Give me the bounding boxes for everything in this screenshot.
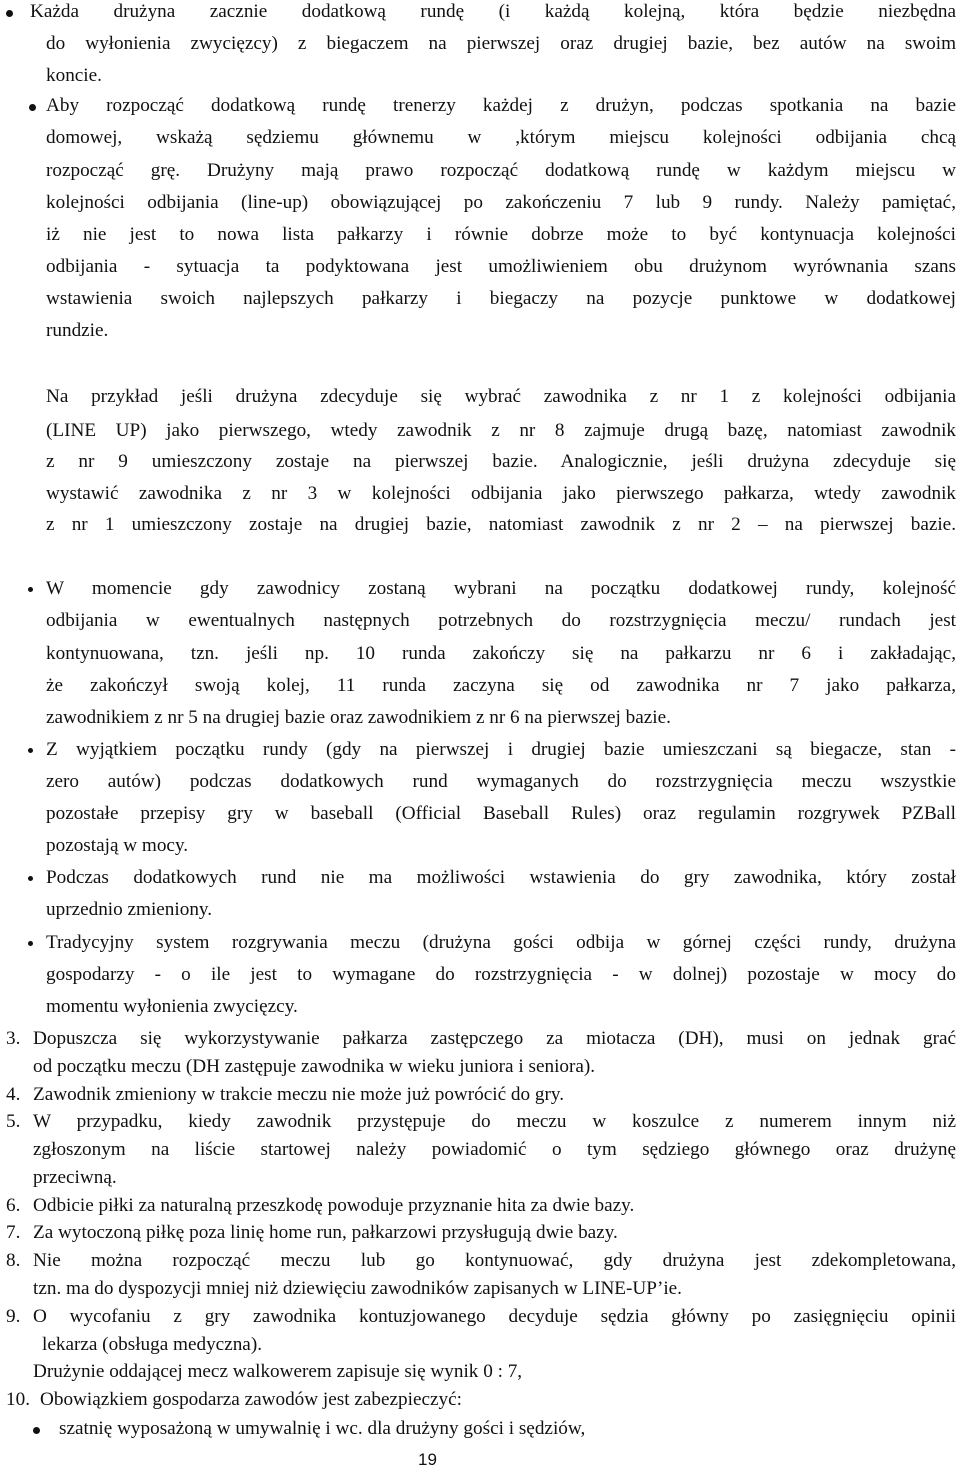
text-line: przeciwną.	[33, 1167, 117, 1188]
text-line: Drużynie oddającej mecz walkowerem zapisuje się wynik 0 : 7,	[33, 1361, 523, 1382]
text-line: Odbicie piłki za naturalną przeszkodę powoduje przyznanie hita za dwie bazy.	[33, 1195, 635, 1216]
list-number: 6.	[6, 1195, 21, 1216]
text-line: lekarza (obsługa medyczna).	[42, 1334, 263, 1355]
list-number: 4.	[6, 1084, 21, 1105]
list-number: 7.	[6, 1222, 21, 1243]
text-line: Nie można rozpocząć meczu lub go kontynuować, gdy drużyna jest zdekompletowana,	[33, 1250, 956, 1271]
text-line: Zawodnik zmieniony w trakcie meczu nie może już powrócić do gry.	[33, 1084, 565, 1105]
text-line: od początku meczu (DH zastępuje zawodnika w wieku juniora i seniora).	[33, 1056, 596, 1077]
text-line: Obowiązkiem gospodarza zawodów jest zabezpieczyć:	[40, 1389, 462, 1410]
text-line: pozostają w mocy.	[46, 835, 189, 856]
text-line: (LINE UP) jako pierwszego, wtedy zawodnik z nr 8 zajmuje drugą bazę, natomiast zawodnik	[46, 420, 956, 441]
text-line: kolejności odbijania (line-up) obowiązującej po zakończeniu 7 lub 9 rundy. Należy pamiętać,	[46, 192, 956, 213]
text-line: momentu wyłonienia zwycięzcy.	[46, 996, 298, 1017]
bullet-dot-icon	[28, 748, 33, 753]
text-line: że zakończył swoją kolej, 11 runda zaczyna się od zawodnika nr 7 jako pałkarza,	[46, 675, 956, 696]
text-line: Na przykład jeśli drużyna zdecyduje się wybrać zawodnika z nr 1 z kolejności odbijania	[46, 386, 956, 407]
text-line: Dopuszcza się wykorzystywanie pałkarza zastępczego za miotacza (DH), musi on jednak grać	[33, 1028, 956, 1049]
page-number: 19	[418, 1450, 437, 1469]
text-line: domowej, wskażą sędziemu głównemu w ,którym miejscu kolejności odbijania chcą	[46, 127, 956, 148]
list-number: 9.	[6, 1306, 21, 1327]
text-line: odbijania w ewentualnych następnych potrzebnych do rozstrzygnięcia meczu/ rundach jest	[46, 610, 956, 631]
text-line: gospodarzy - o ile jest to wymagane do rozstrzygnięcia - w dolnej) pozostaje w mocy do	[46, 964, 956, 985]
text-line: z nr 9 umieszczony zostaje na pierwszej bazie. Analogicznie, jeśli drużyna zdecyduje się	[46, 451, 956, 472]
text-line: wstawienia swoich najlepszych pałkarzy i biegaczy na pozycje punktowe w dodatkowej	[46, 288, 956, 309]
text-line: tzn. ma do dyspozycji mniej niż dziewięciu zawodników zapisanych w LINE-UP’ie.	[33, 1278, 682, 1299]
text-line: szatnię wyposażoną w umywalnię i wc. dla drużyny gości i sędziów,	[59, 1418, 586, 1439]
text-line: pozostałe przepisy gry w baseball (Official Baseball Rules) oraz regulamin rozgrywek PZBall	[46, 803, 956, 824]
list-number: 10.	[6, 1389, 30, 1410]
text-line: Tradycyjny system rozgrywania meczu (drużyna gości odbija w górnej części rundy, drużyna	[46, 932, 956, 953]
bullet-dot-icon	[28, 587, 33, 592]
bullet-dot-icon	[33, 1427, 40, 1434]
bullet-dot-icon	[28, 876, 33, 881]
bullet-dot-icon	[28, 941, 33, 946]
text-line: rundzie.	[46, 320, 109, 341]
text-line: iż nie jest to nowa lista pałkarzy i równie dobrze może to być kontynuacja kolejności	[46, 224, 956, 245]
text-line: Każda drużyna zacznie dodatkową rundę (i każdą kolejną, która będzie niezbędna	[30, 1, 956, 22]
text-line: do wyłonienia zwycięzcy) z biegaczem na pierwszej oraz drugiej bazie, bez autów na swoim	[46, 33, 956, 54]
text-line: zero autów) podczas dodatkowych rund wymaganych do rozstrzygnięcia meczu wszystkie	[46, 771, 956, 792]
text-line: Z wyjątkiem początku rundy (gdy na pierwszej i drugiej bazie umieszczani są biegacze, stan -	[46, 739, 956, 760]
text-line: uprzednio zmieniony.	[46, 899, 213, 920]
text-line: odbijania - sytuacja ta podyktowana jest umożliwieniem obu drużynom wyrównania szans	[46, 256, 956, 277]
text-line: zawodnikiem z nr 5 na drugiej bazie oraz zawodnikiem z nr 6 na pierwszej bazie.	[46, 707, 671, 728]
text-line: W przypadku, kiedy zawodnik przystępuje do meczu w koszulce z numerem innym niż	[33, 1111, 956, 1132]
bullet-dot-icon	[6, 10, 13, 17]
list-number: 5.	[6, 1111, 21, 1132]
text-line: wystawić zawodnika z nr 3 w kolejności odbijania jako pierwszego pałkarza, wtedy zawodnik	[46, 483, 956, 504]
text-line: O wycofaniu z gry zawodnika kontuzjowanego decyduje sędzia główny po zasięgnięciu opinii	[33, 1306, 956, 1327]
text-line: Podczas dodatkowych rund nie ma możliwości wstawienia do gry zawodnika, który został	[46, 867, 956, 888]
text-line: zgłoszonym na liście startowej należy powiadomić o tym sędziego głównego oraz drużynę	[33, 1139, 956, 1160]
text-line: Aby rozpocząć dodatkową rundę trenerzy każdej z drużyn, podczas spotkania na bazie	[46, 95, 956, 116]
text-line: kontynuowana, tzn. jeśli np. 10 runda zakończy się na pałkarzu nr 6 i zakładając,	[46, 643, 956, 664]
list-number: 8.	[6, 1250, 21, 1271]
text-line: W momencie gdy zawodnicy zostaną wybrani na początku dodatkowej rundy, kolejność	[46, 578, 956, 599]
text-line: z nr 1 umieszczony zostaje na drugiej bazie, natomiast zawodnik z nr 2 – na pierwszej bazie.	[46, 514, 956, 535]
list-number: 3.	[6, 1028, 21, 1049]
bullet-dot-icon	[29, 104, 36, 111]
text-line: rozpocząć grę. Drużyny mają prawo rozpocząć dodatkową rundę w każdym miejscu w	[46, 160, 956, 181]
text-line: koncie.	[46, 65, 102, 86]
text-line: Za wytoczoną piłkę poza linię home run, pałkarzowi przysługują dwie bazy.	[33, 1222, 618, 1243]
